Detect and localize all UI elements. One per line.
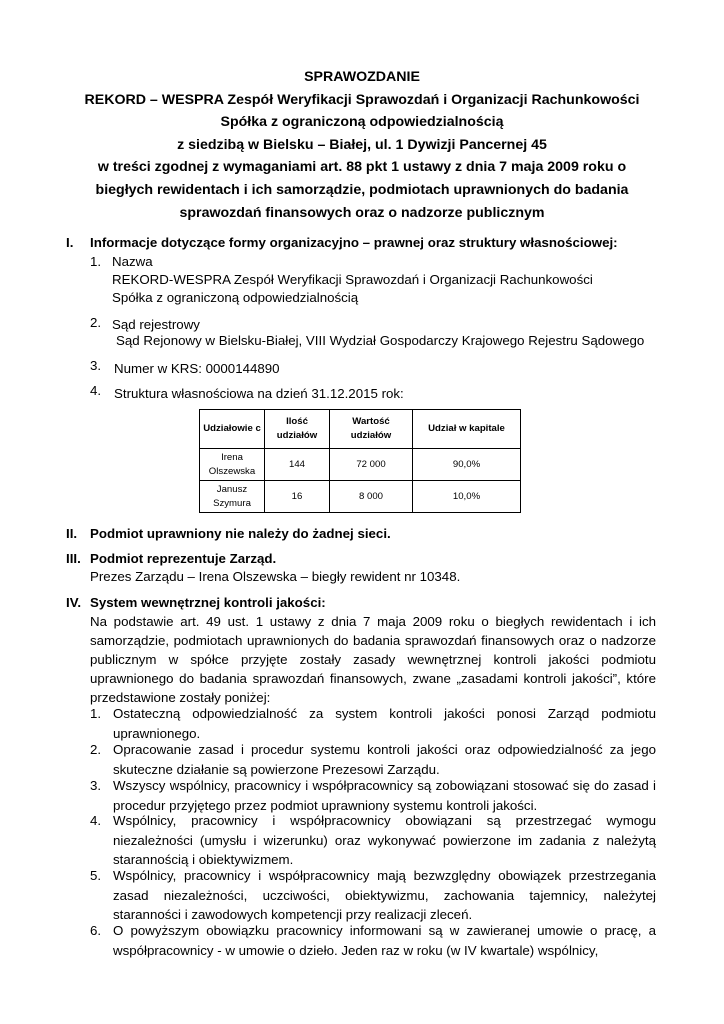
item-1-number: 1. <box>90 254 102 269</box>
section-2-number: II. <box>66 526 78 541</box>
title-line: Spółka z ograniczoną odpowiedzialnością <box>220 114 504 131</box>
table-row <box>200 449 521 481</box>
title-line: w treści zgodnej z wymaganiami art. 88 pkt 1 ustawy z dnia 7 maja 2009 roku o <box>97 159 627 176</box>
table-cell: Janusz Szymura <box>200 481 265 513</box>
title-line: SPRAWOZDANIE <box>304 69 420 85</box>
item-1-label: Nazwa <box>112 254 153 269</box>
item-4-number: 4. <box>90 383 102 398</box>
table-header: Ilość udziałów <box>265 410 330 449</box>
table-cell: Irena Olszewska <box>200 449 265 481</box>
title-line: biegłych rewidentach i ich samorządzie, podmiotach uprawnionych do badania <box>95 181 629 198</box>
item-2-number: 2. <box>90 315 102 330</box>
company-form: Spółka z ograniczoną odpowiedzialnością <box>112 290 359 305</box>
list-item <box>90 811 656 870</box>
section-4-number: IV. <box>66 595 82 610</box>
list-item-text: Ostateczną odpowiedzialność za system kontroli jakości ponosi Zarząd podmiotu uprawnionego. <box>113 706 656 741</box>
table-row <box>200 481 521 513</box>
section-3-number: III. <box>66 551 81 566</box>
list-item-text: Opracowanie zasad i procedur systemu kontroli jakości oraz odpowiedzialność za jego skuteczne działanie są powierzone Prezesowi Zarządu. <box>113 742 656 777</box>
title-line: sprawozdań finansowych oraz o nadzorze publicznym <box>179 204 545 221</box>
section-4-intro: Na podstawie art. 49 ust. 1 ustawy z dnia 7 maja 2009 roku o biegłych rewidentach i ich samorządzie, podmiotach uprawnionych do badania sprawozdań finansowych oraz o nadzorze publicznym w spółce przyjęte zostały zasady wewnętrznej kontroli jakości podmiotu uprawnionego do badania sprawozdań finansowych, zwane „zasadami kontroli jakości”, które przedstawione zostały poniżej: <box>90 614 656 705</box>
section-1-heading: Informacje dotyczące formy organizacyjno – prawnej oraz struktury własnościowej: <box>90 235 618 250</box>
list-item-text: O powyższym obowiązku pracownicy informowani są w zawieranej umowie o pracę, a współpracownicy - w umowie o dzieło. Jeden raz w roku (w IV kwartale) wspólnicy, <box>113 923 656 958</box>
ownership-table <box>199 409 521 513</box>
table-cell: 8 000 <box>330 481 413 513</box>
section-1-number: I. <box>66 235 74 250</box>
title-line: REKORD – WESPRA Zespół Weryfikacji Sprawozdań i Organizacji Rachunkowości <box>84 91 640 108</box>
section-3-heading: Podmiot reprezentuje Zarząd. <box>90 551 277 566</box>
list-item-text: Wszyscy wspólnicy, pracownicy i współpracownicy są zobowiązani stosować się do zasad i procedur przyjętego przez podmiot uprawniony systemu kontroli jakości. <box>113 778 656 813</box>
list-item-number: 4. <box>90 813 102 828</box>
list-item <box>90 866 656 925</box>
item-3-number: 3. <box>90 358 102 373</box>
ownership-structure-label: Struktura własnościowa na dzień 31.12.2015 rok: <box>114 386 404 401</box>
document-title <box>60 66 664 224</box>
table-header: Udziałowie c <box>200 410 265 449</box>
list-item <box>90 921 656 960</box>
list-item-text: Wspólnicy, pracownicy i współpracownicy mają bezwzględny obowiązek przestrzegania zasad niezależności, uczciwości, obiektywizmu, zachowania tajemnicy, należytej staranności i zawodowych kompetencji przy realizacji zleceń. <box>113 868 656 923</box>
section-4-heading: System wewnętrznej kontroli jakości: <box>90 595 326 610</box>
item-2-label: Sąd rejestrowy <box>112 317 200 332</box>
list-item-number: 1. <box>90 706 102 721</box>
list-item-number: 3. <box>90 778 102 793</box>
list-item <box>90 740 656 779</box>
table-cell: 10,0% <box>413 481 521 513</box>
table-header-row <box>200 410 521 449</box>
table-cell: 144 <box>265 449 330 481</box>
section-2-heading: Podmiot uprawniony nie należy do żadnej sieci. <box>90 526 391 541</box>
table-cell: 16 <box>265 481 330 513</box>
registry-court: Sąd Rejonowy w Bielsku-Białej, VIII Wydział Gospodarczy Krajowego Rejestru Sądowego <box>116 333 645 348</box>
list-item-text: Wspólnicy, pracownicy i współpracownicy obowiązani są przestrzegać wymogu niezależności (umysłu i wizerunku) oraz wykonywać powierzone im zadania z należytą starannością i obiektywizmem. <box>113 813 656 868</box>
company-name: REKORD-WESPRA Zespół Weryfikacji Sprawozdań i Organizacji Rachunkowości <box>112 272 593 287</box>
list-item <box>90 704 656 743</box>
section-3-text: Prezes Zarządu – Irena Olszewska – biegły rewident nr 10348. <box>90 569 461 584</box>
list-item-number: 6. <box>90 923 102 938</box>
list-item-number: 2. <box>90 742 102 757</box>
title-line: z siedzibą w Bielsku – Białej, ul. 1 Dywizji Pancernej 45 <box>177 136 547 153</box>
krs-number: Numer w KRS: 0000144890 <box>114 361 280 376</box>
table-cell: 72 000 <box>330 449 413 481</box>
table-cell: 90,0% <box>413 449 521 481</box>
list-item <box>90 776 656 815</box>
table-header: Udział w kapitale <box>413 410 521 449</box>
list-item-number: 5. <box>90 868 102 883</box>
table-header: Wartość udziałów <box>330 410 413 449</box>
